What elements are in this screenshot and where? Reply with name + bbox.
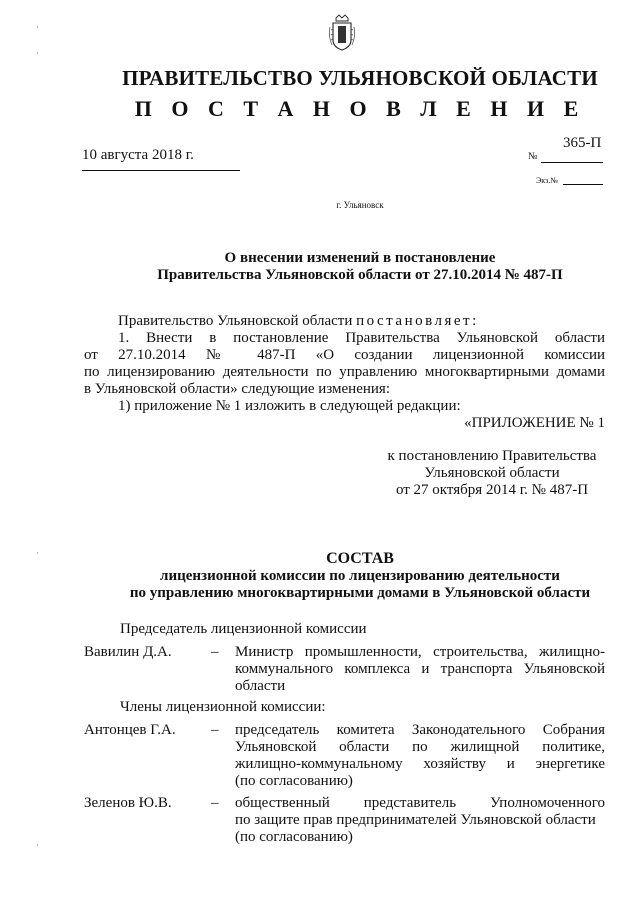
copy-number-underline bbox=[563, 184, 603, 185]
member-name: Антонцев Г.А. bbox=[84, 722, 176, 738]
margin-mark: · bbox=[36, 48, 39, 58]
appendix-reference-line: Ульяновской области bbox=[424, 465, 560, 481]
role-line: Ульяновской области по жилищной политике, bbox=[235, 739, 605, 755]
role-line: коммунального комплекса и транспорта Ульяновской bbox=[235, 661, 605, 677]
document-date: 10 августа 2018 г. bbox=[82, 147, 194, 163]
city: г. Ульяновск bbox=[336, 200, 384, 210]
appendix-reference bbox=[378, 448, 606, 499]
date-underline bbox=[82, 170, 240, 171]
margin-mark: · bbox=[36, 548, 39, 558]
role-line: общественный представитель Уполномоченного bbox=[235, 795, 605, 811]
dash: – bbox=[211, 795, 219, 811]
copy-number-label: Экз.№ bbox=[536, 176, 558, 185]
chair-name: Вавилин Д.А. bbox=[84, 644, 172, 660]
margin-mark: · bbox=[36, 22, 39, 32]
member-role bbox=[235, 795, 605, 846]
chair-heading: Председатель лицензионной комиссии bbox=[120, 621, 367, 637]
margin-mark: · bbox=[36, 840, 39, 850]
composition-subtitle-line: лицензионной комиссии по лицензированию деятельности bbox=[160, 568, 560, 584]
subject-line: Правительства Ульяновской области от 27.10.2014 № 487-П bbox=[157, 267, 563, 283]
document-type: П О С Т А Н О В Л Е Н И Е bbox=[134, 96, 586, 121]
composition-subtitle bbox=[0, 568, 640, 602]
resolution-intro-verb: постановляет: bbox=[356, 313, 479, 329]
member-role bbox=[235, 722, 605, 790]
paragraph-line: в Ульяновской области» следующие изменения: bbox=[84, 381, 390, 397]
government-title: ПРАВИТЕЛЬСТВО УЛЬЯНОВСКОЙ ОБЛАСТИ bbox=[122, 66, 598, 90]
role-line: по защите прав предпринимателей Ульяновской области bbox=[235, 812, 596, 828]
subject-line: О внесении изменений в постановление bbox=[224, 250, 496, 266]
role-line: (по согласованию) bbox=[235, 829, 353, 845]
coat-of-arms-icon bbox=[327, 12, 357, 52]
number-sign: № bbox=[528, 151, 538, 162]
appendix-label: «ПРИЛОЖЕНИЕ № 1 bbox=[464, 415, 605, 431]
role-line: Министр промышленности, строительства, жилищно- bbox=[235, 644, 605, 660]
paragraph-line: 1. Внести в постановление Правительства Ульяновской области bbox=[118, 330, 605, 346]
amendment-item: 1) приложение № 1 изложить в следующей редакции: bbox=[118, 398, 461, 414]
number-underline bbox=[541, 162, 603, 163]
role-line: жилищно-коммунальному хозяйству и энергетике bbox=[235, 756, 605, 772]
appendix-reference-line: к постановлению Правительства bbox=[387, 448, 597, 464]
appendix-reference-line: от 27 октября 2014 г. № 487-П bbox=[395, 482, 589, 498]
role-line: (по согласованию) bbox=[235, 773, 353, 789]
document-subject bbox=[0, 250, 640, 284]
dash: – bbox=[211, 722, 219, 738]
role-line: области bbox=[235, 678, 286, 694]
paragraph-line: от 27.10.2014 № 487-П «О создании лицензионной комиссии bbox=[84, 347, 605, 363]
dash: – bbox=[211, 644, 219, 660]
paragraph-line: по лицензированию деятельности по управлению многоквартирными домами bbox=[84, 364, 605, 380]
composition-subtitle-line: по управлению многоквартирными домами в Ульяновской области bbox=[129, 585, 591, 601]
resolution-intro bbox=[118, 313, 479, 330]
document-number: 365-П bbox=[563, 135, 602, 151]
role-line: председатель комитета Законодательного Собрания bbox=[235, 722, 605, 738]
members-heading: Члены лицензионной комиссии: bbox=[120, 699, 326, 715]
composition-title: СОСТАВ bbox=[326, 550, 394, 567]
member-name: Зеленов Ю.В. bbox=[84, 795, 172, 811]
chair-role bbox=[235, 644, 605, 695]
resolution-intro-text: Правительство Ульяновской области bbox=[118, 313, 357, 329]
